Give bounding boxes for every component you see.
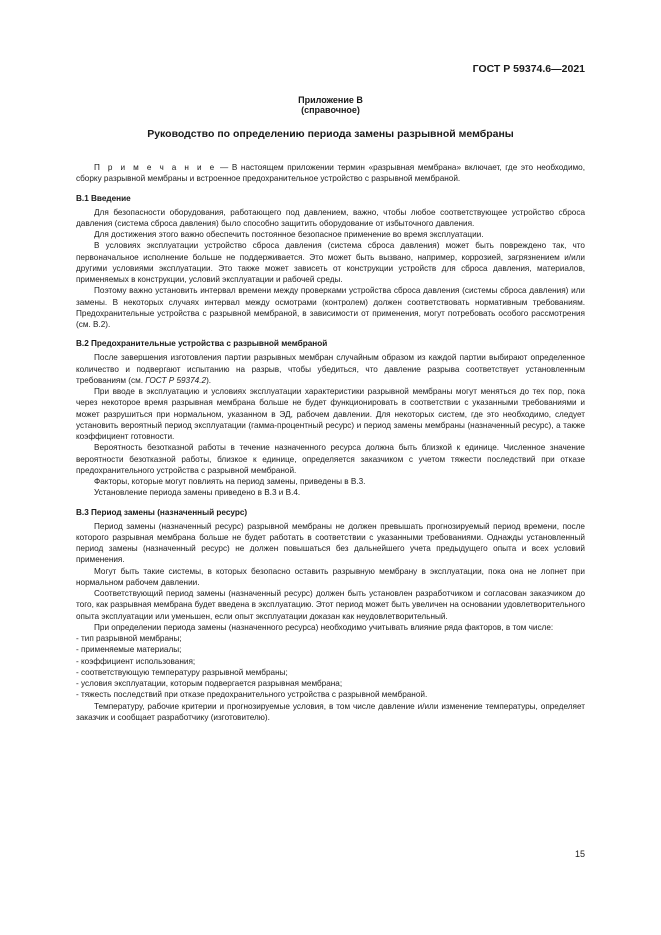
page-number: 15 [574, 849, 585, 859]
paragraph: Могут быть такие системы, в которых безопасно оставить разрывную мембрану в эксплуатации, пока она не лопнет при нормальном рабочем давлении. [76, 566, 585, 587]
paragraph: Температуру, рабочие критерии и прогнозируемые условия, в том числе давление и/или изменение температуры, определяет заказчик и сообщает разработчику (изготовителю). [76, 701, 585, 722]
paragraph-text-tail: ). [206, 375, 212, 385]
standard-reference: ГОСТ Р 59374.2 [145, 375, 207, 385]
paragraph: Соответствующий период замены (назначенный ресурс) должен быть установлен разработчиком и согласован заказчиком до того, как разрывная мембрана будет введена в эксплуатацию. Этот период может быть увеличен на основании удовлетворительного опыта эксплуатации или уменьшен, если опыт эксплуатации доказан как неудовлетворительный. [76, 589, 586, 621]
annex-subtitle: (справочное) [301, 105, 360, 115]
paragraph: При вводе в эксплуатацию и условиях эксплуатации характеристики разрывной мембраны могут меняться до тех пор, пока через некоторое время разрывная мембрана больше не будет функционировать в соответствии с указанными требованиями и может разрушиться при нормальном, указанном в ЭД, рабочем давлении. Для некоторых систем, где это необходимо, следует установить вероятный период эксплуатации (гамма-процентный ресурс) и период замены мембраны (назначенный ресурс), а также коэффициент готовности. [76, 387, 585, 441]
paragraph: Факторы, которые могут повлиять на период замены, приведены в В.3. [94, 477, 366, 486]
paragraph: Вероятность безотказной работы в течение назначенного ресурса должна быть близкой к единице. Численное значение вероятности безотказной работы, близкое к единице, определяется заказчиком с учетом тяжести последствий при отказе предохранительного устройства с разрывной мембраной. [76, 443, 585, 475]
note-text: — В настоящем приложении термин «разрывная мембрана» включает, где это необходимо, сборку разрывной мембраны и встроенное предохранительное устройство с разрывной мембраной. [76, 163, 585, 184]
paragraph: Для безопасности оборудования, работающего под давлением, важно, чтобы любое соответствующее устройство сброса давления (система сброса давления) было способно защитить оборудование от избыточного давления. [76, 207, 585, 228]
paragraph: В условиях эксплуатации устройство сброса давления (система сброса давления) может быть повреждено так, что первоначальное исполнение больше не поддерживается. Это может быть вызвано, например, коррозией, загрязнением и/или другими условиями эксплуатации. Это также может зависеть от конструкции устройств для сброса давления, материалов, применяемых в конструкции, условий эксплуатации и рабочей среды. [76, 241, 585, 284]
list-item: - условия эксплуатации, которым подвергается разрывная мембрана; [76, 679, 343, 688]
annex-title: Приложение В [298, 95, 363, 105]
section-heading-b1: В.1 Введение [76, 193, 131, 203]
standard-designation: ГОСТ Р 59374.6—2021 [472, 63, 585, 75]
note-paragraph [76, 162, 585, 185]
paragraph: При определении периода замены (назначенного ресурса) необходимо учитывать влияние ряда факторов, в том числе: [94, 622, 554, 632]
list-item: - тяжесть последствий при отказе предохранительного устройства с разрывной мембраной. [76, 690, 428, 700]
paragraph [76, 352, 585, 386]
paragraph-text: После завершения изготовления партии разрывных мембран случайным образом из каждой партии выбирают определенное количество и подвергают испытанию на разрыв, чтобы убедиться, что давление разрыва соответствует установленным требованиям (см. [76, 353, 585, 385]
factors-list [76, 633, 585, 701]
list-item: - соответствующую температуру разрывной мембраны; [76, 667, 288, 677]
section-heading-b2: В.2 Предохранительные устройства с разрывной мембраной [76, 339, 328, 349]
list-item: - коэффициент использования; [76, 656, 196, 666]
paragraph: Для достижения этого важно обеспечить постоянное безопасное применение во время эксплуатации. [94, 230, 484, 239]
annex-heading: Руководство по определению периода замены разрывной мембраны [147, 128, 514, 140]
list-item: - применяемые материалы; [76, 645, 182, 655]
document-body [76, 162, 585, 723]
paragraph: Установление периода замены приведено в В.3 и В.4. [94, 488, 301, 498]
note-label: П р и м е ч а н и е [94, 163, 217, 172]
section-heading-b3: В.3 Период замены (назначенный ресурс) [76, 507, 248, 517]
list-item: - тип разрывной мембраны; [76, 634, 182, 643]
paragraph: Период замены (назначенный ресурс) разрывной мембраны не должен превышать прогнозируемый период времени, после которого разрывная мембрана больше не будет работать в соответствии с указанными требованиями. Однажды установленный период замены (назначенный ресурс) не должен повышаться без дальнейшего учета предыдущего опыта и всех условий применения. [76, 521, 585, 565]
paragraph: Поэтому важно установить интервал времени между проверками устройства сброса давления (системы сброса давления) или замены. В некоторых случаях интервал между осмотрами (контролем) должен соответствовать нормативным требованиям. Предохранительные устройства с разрывной мембраной, в зависимости от применения, могут потребовать особого рассмотрения (см. В.2). [76, 286, 585, 329]
